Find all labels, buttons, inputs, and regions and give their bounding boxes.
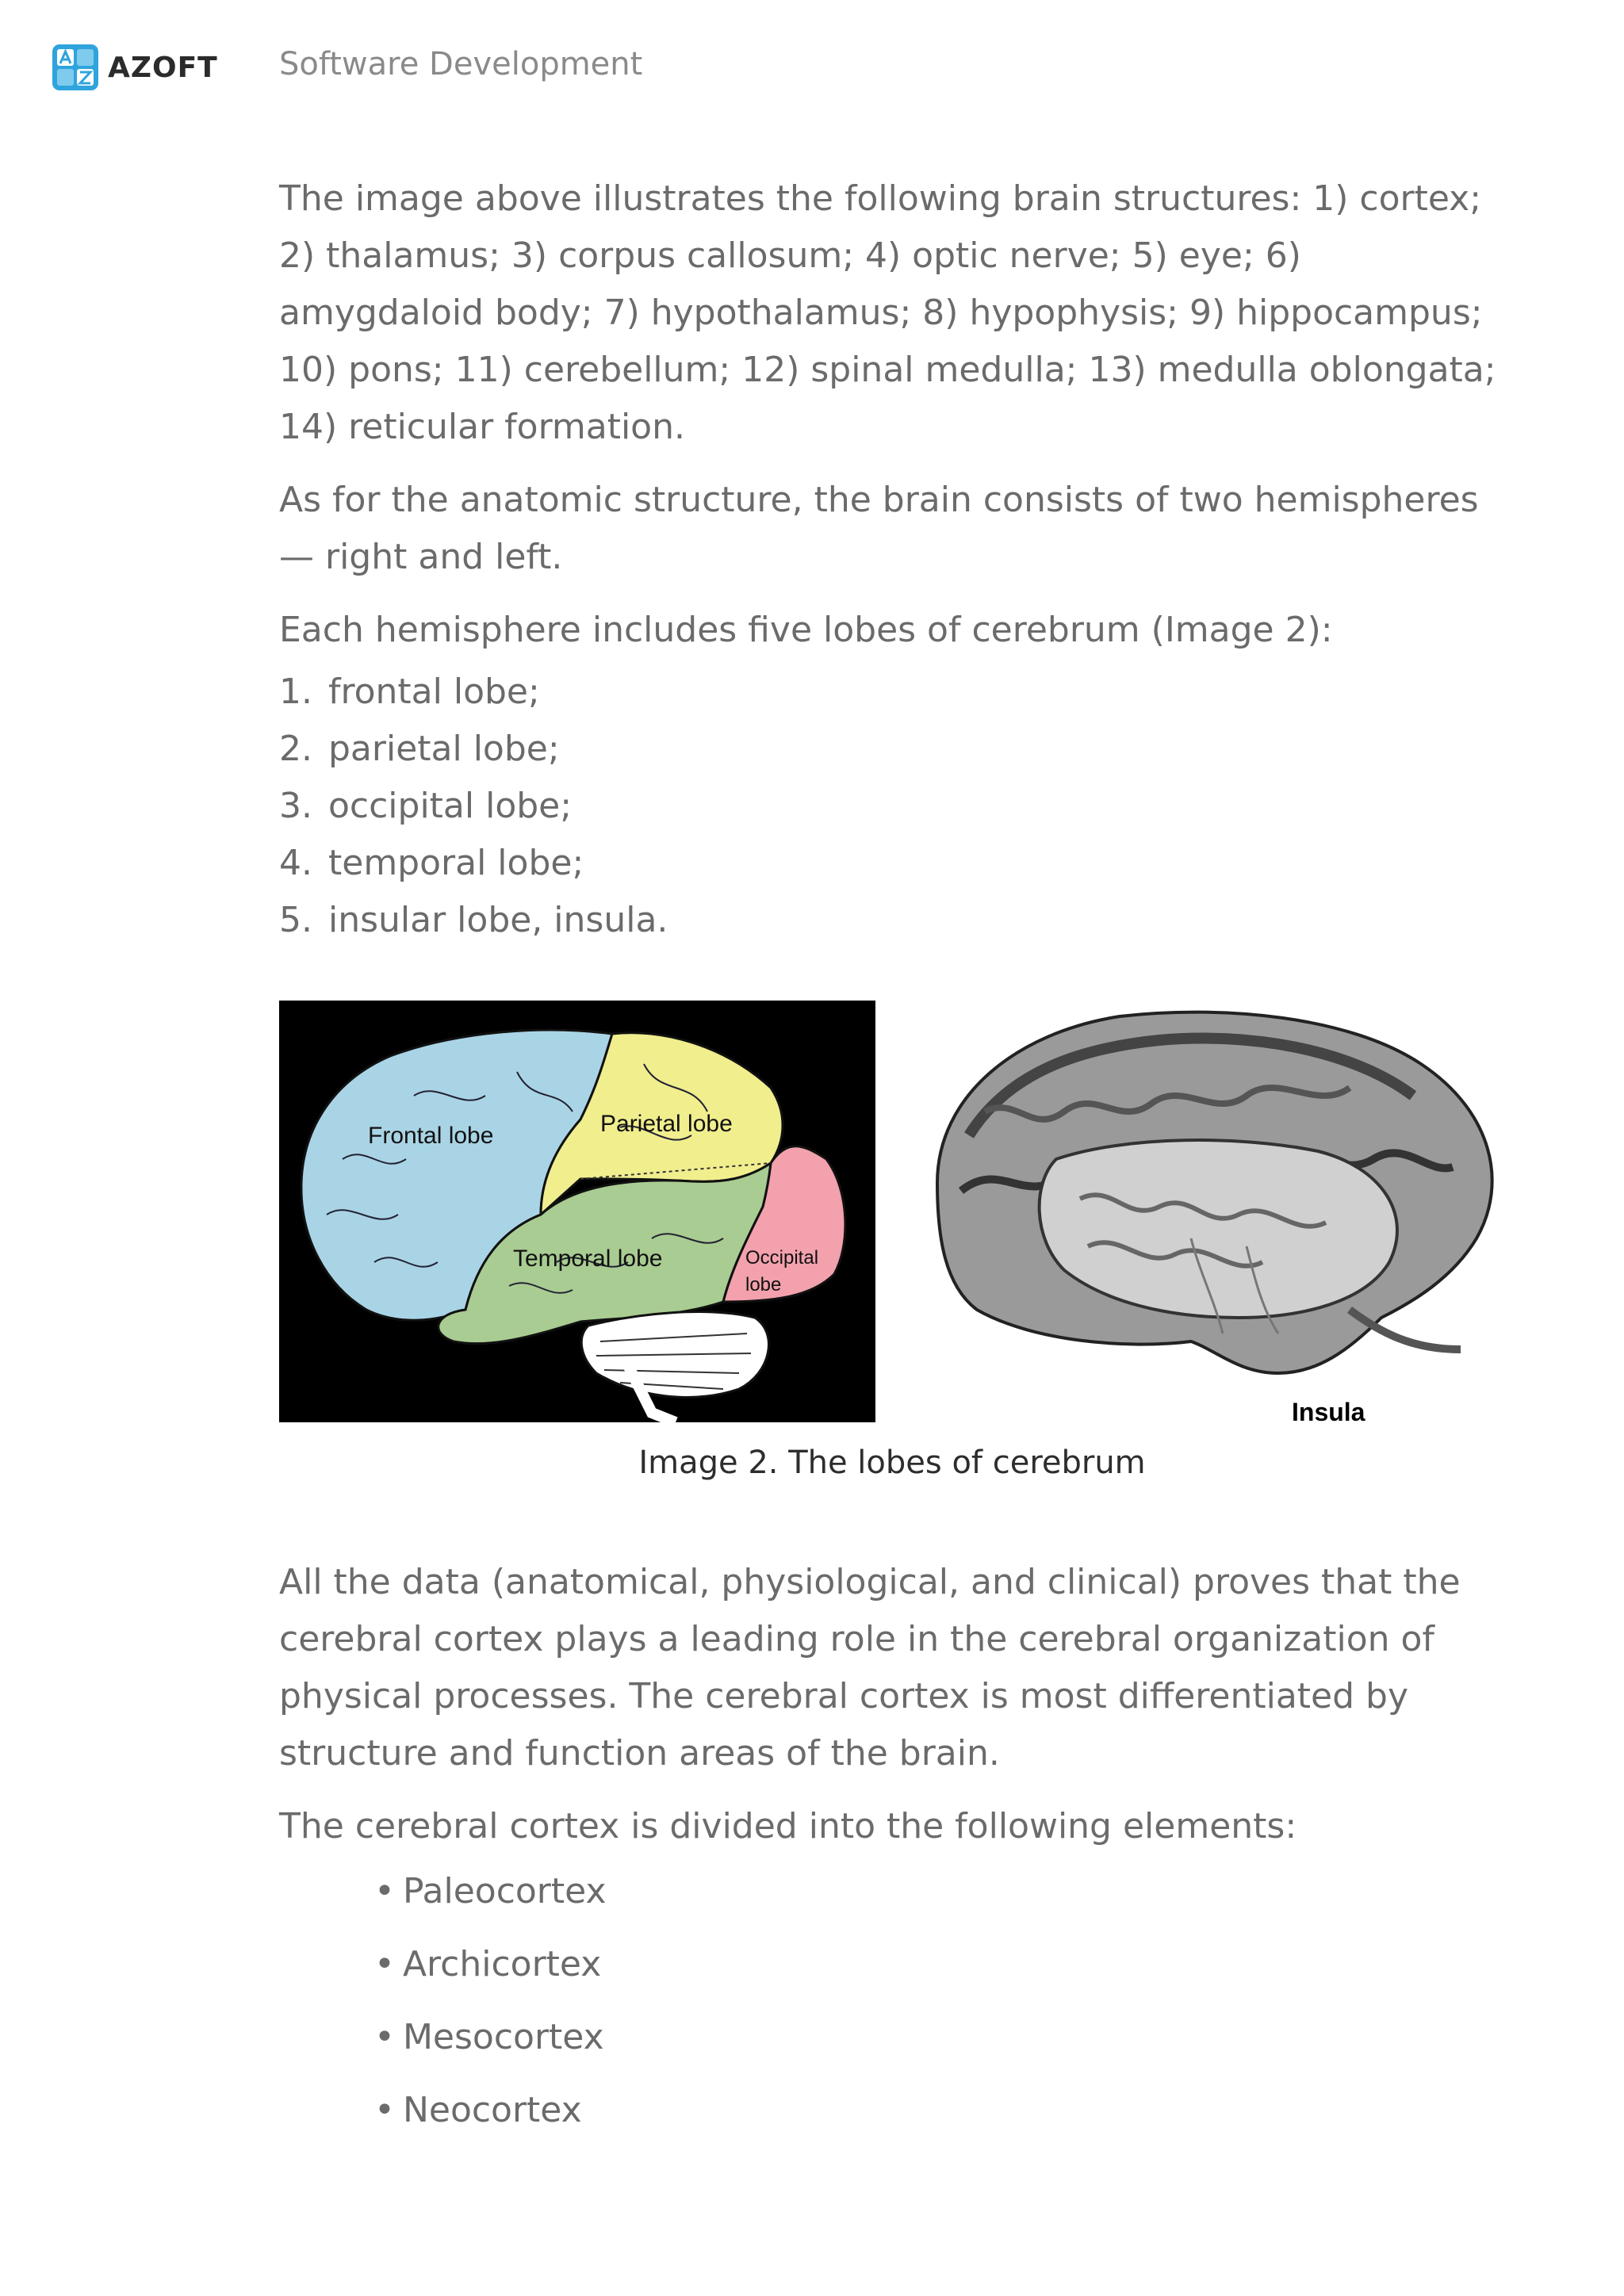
azoft-logo-icon xyxy=(52,44,98,90)
list-item: 4. temporal lobe; xyxy=(279,843,584,883)
list-item: 3. occipital lobe; xyxy=(279,786,573,826)
insula-diagram xyxy=(906,1001,1508,1422)
azoft-logo[interactable] xyxy=(52,44,218,90)
figure-caption: Image 2. The lobes of cerebrum xyxy=(638,1445,1146,1481)
logo-text: AZOFT xyxy=(108,51,218,84)
paragraph-hemispheres: As for the anatomic structure, the brain consists of two hemispheres — right and left. xyxy=(279,480,1479,577)
cortex-elements-list xyxy=(279,1855,1504,2147)
frontal-lobe-label: Frontal lobe xyxy=(368,1123,494,1149)
brain-lobes-diagram xyxy=(279,1001,875,1422)
list-item: • Archicortex xyxy=(374,1944,602,1984)
list-item: • Paleocortex xyxy=(374,1871,607,1911)
page-header xyxy=(0,0,1624,119)
article-body-continued xyxy=(279,1554,1504,2147)
list-item: 2. parietal lobe; xyxy=(279,729,560,769)
list-item: 1. frontal lobe; xyxy=(279,672,540,712)
list-item: • Neocortex xyxy=(374,2090,582,2130)
paragraph-lobes-intro: Each hemisphere includes five lobes of cerebrum (Image 2): xyxy=(279,610,1333,650)
paragraph-brain-structures: The image above illustrates the following brain structures: 1) cortex; 2) thalamus; 3) corpus callosum; 4) optic nerve; 5) eye; 6) amygdaloid body; 7) hypothalamus; 8) hypophysis; 9) hippocampus; 10) pons; 11) cerebellum; 12) spinal medulla; 13) medulla oblongata; 14) reticular formation. xyxy=(279,178,1496,447)
paragraph-cortex-role: All the data (anatomical, physiological, and clinical) proves that the cerebral cortex plays a leading role in the cerebral organization of physical processes. The cerebral cortex is most differentiated by structure and function areas of the brain. xyxy=(279,1562,1461,1774)
article-body xyxy=(279,170,1504,949)
parietal-lobe-label: Parietal lobe xyxy=(600,1111,733,1137)
list-item: 5. insular lobe, insula. xyxy=(279,900,668,940)
occipital-lobe-label-line2: lobe xyxy=(745,1274,782,1295)
lobes-list xyxy=(279,664,1504,949)
list-item: • Mesocortex xyxy=(374,2017,604,2057)
paragraph-cortex-elements: The cerebral cortex is divided into the following elements: xyxy=(279,1806,1297,1846)
occipital-lobe-label-line1: Occipital xyxy=(745,1247,819,1269)
header-tagline: Software Development xyxy=(279,46,643,82)
temporal-lobe-label: Temporal lobe xyxy=(513,1246,663,1272)
brain-figure xyxy=(279,1001,1504,1445)
insula-label: Insula xyxy=(1292,1398,1365,1422)
